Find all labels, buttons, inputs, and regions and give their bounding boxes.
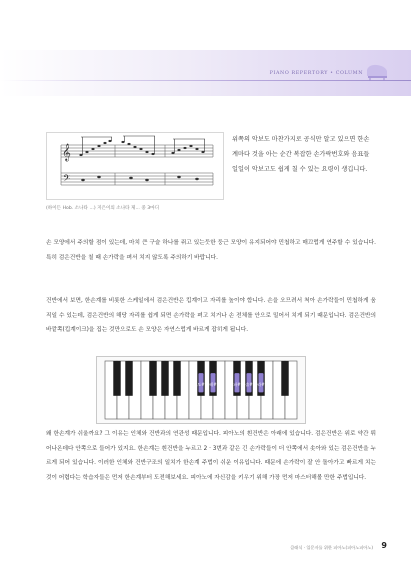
highlight-label: 솔# — [245, 382, 253, 388]
header-divider — [0, 80, 411, 81]
black-key — [281, 361, 288, 396]
keyboard-figure — [96, 356, 306, 424]
figure-side-text: 위쪽의 악보도 마찬가지로 공식만 알고 있으면 한손계마다 것을 아는 순간 복잡한 손가락번호와 음표들 일일이 악보고도 쉽게 칠 수 있는 요령이 생깁니다. — [232, 136, 370, 173]
body-paragraph-2: 건반에서 보면, 한손계를 비롯한 스케일에서 검은건반은 킵계이고 자리를 높이야 합니다. 손을 오므려서 척아 손가락들이 민첩하게 움직일 수 있는데, 검은건반의 해당 자리를 쉽게 되면 손가락을 펴고 치거나 손 전체를 안으로 밀어서 치게 되기 때문입니다. 검은건반의 바깥쪽(킵계이크)을 집는 것만으로도 손 모양은 자연스럽게 바르게 잡히게 됩니다. — [46, 298, 376, 333]
figure-caption: (하이든 Hob. 소나타 ...) 지은이의 소나타 제... 중 3마디 — [46, 206, 160, 211]
svg-text:𝄞: 𝄞 — [62, 143, 71, 161]
black-key — [173, 361, 180, 396]
highlight-label: 파# — [233, 382, 241, 388]
black-key — [113, 361, 120, 396]
black-key — [161, 361, 168, 396]
highlight-label: 라# — [257, 382, 265, 388]
sheet-music-image — [47, 133, 223, 199]
black-key — [125, 361, 132, 396]
sheet-music-figure — [46, 132, 224, 200]
page-number: 9 — [381, 541, 387, 550]
keyboard-diagram — [97, 357, 305, 423]
header-label: PIANO REPERTORY • COLUMN — [269, 71, 363, 76]
body-paragraph-3: 왜 한손계가 쉬울까요? 그 이유는 인체와 건반과의 연관성 때문입니다. 피아노의 흰건반은 아래에 있습니다. 검은건반은 위로 약간 튀어나온데다 안쪽으로 들어가 있지요. 한손계는 흰건반을 누르고 2 · 3번과 같은 긴 손가락들이 더 안쪽에서 솟아와 있는 검은건반을 누르게 되어 있습니다. 이러한 인체와 건반구조의 일치가 한손계 주법이 쉬운 이유입니다. 때문에 손가락이 잘 안 돌아가고 빠르게 치는 것이 어렵다는 학습자들은 먼저 한손계부터 도전해보세요. 피아노에 자신감을 키우기 위해 가장 먼저 마스터해볼 만한 주법입니다. — [46, 431, 376, 481]
svg-text:𝄢: 𝄢 — [63, 173, 71, 186]
black-key — [149, 361, 156, 396]
body-paragraph-1: 손 모양에서 주의할 점이 있는데, 마치 큰 구슬 하나를 쥐고 있는듯한 둥근 모양이 유지되어야 민첩하고 매끄럽게 연주할 수 있습니다. 특히 검은건반을 칠 때 손가락을 펴서 치지 않도록 주의하기 바랍니다. — [46, 240, 376, 261]
grand-piano-icon — [365, 62, 389, 82]
highlight-label: 레# — [209, 382, 217, 388]
highlight-label: 도# — [197, 382, 205, 388]
footer-running-title: 클래식 · 입문자를 위한 피아노(피아노피아노) — [290, 545, 373, 550]
